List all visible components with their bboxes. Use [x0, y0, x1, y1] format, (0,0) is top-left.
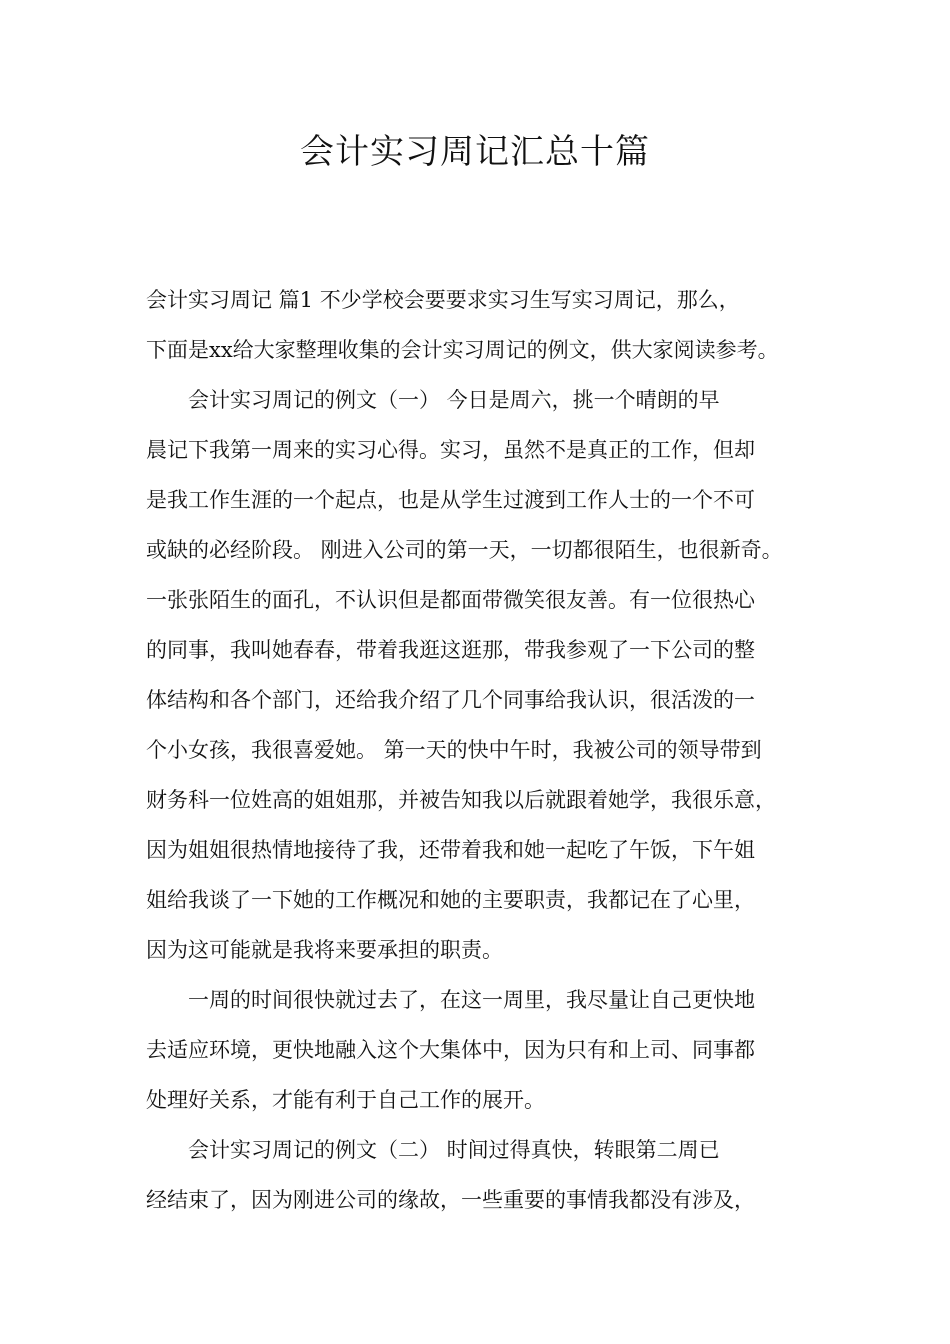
- body-line: 会计实习周记的例文（一） 今日是周六，挑一个晴朗的早: [188, 388, 720, 412]
- body-line: 因为姐姐很热情地接待了我，还带着我和她一起吃了午饭，下午姐: [146, 838, 755, 862]
- body-line: 个小女孩，我很喜爱她。 第一天的快中午时，我被公司的领导带到: [146, 738, 762, 762]
- body-line: 的同事，我叫她春春，带着我逛这逛那，带我参观了一下公司的整: [146, 638, 755, 662]
- body-line: 会计实习周记 篇1 不少学校会要要求实习生写实习周记，那么，: [146, 288, 740, 312]
- body-line: 下面是xx给大家整理收集的会计实习周记的例文，供大家阅读参考。: [146, 338, 779, 362]
- body-line: 或缺的必经阶段。 刚进入公司的第一天，一切都很陌生，也很新奇。: [146, 538, 783, 562]
- body-line: 经结束了，因为刚进公司的缘故，一些重要的事情我都没有涉及，: [146, 1188, 755, 1212]
- body-line: 会计实习周记的例文（二） 时间过得真快，转眼第二周已: [188, 1138, 720, 1162]
- body-line: 晨记下我第一周来的实习心得。实习，虽然不是真正的工作，但却: [146, 438, 755, 462]
- body-line: 因为这可能就是我将来要承担的职责。: [146, 938, 503, 962]
- document-title: 会计实习周记汇总十篇: [300, 132, 650, 172]
- body-line: 是我工作生涯的一个起点，也是从学生过渡到工作人士的一个不可: [146, 488, 755, 512]
- body-line: 体结构和各个部门，还给我介绍了几个同事给我认识，很活泼的一: [146, 688, 755, 712]
- body-line: 处理好关系，才能有利于自己工作的展开。: [146, 1088, 545, 1112]
- body-line: 姐给我谈了一下她的工作概况和她的主要职责，我都记在了心里，: [146, 888, 755, 912]
- body-line: 一张张陌生的面孔，不认识但是都面带微笑很友善。有一位很热心: [146, 588, 755, 612]
- body-line: 财务科一位姓高的姐姐那，并被告知我以后就跟着她学，我很乐意，: [146, 788, 776, 812]
- body-line: 去适应环境，更快地融入这个大集体中，因为只有和上司、同事都: [146, 1038, 755, 1062]
- body-line: 一周的时间很快就过去了，在这一周里，我尽量让自己更快地: [188, 988, 755, 1012]
